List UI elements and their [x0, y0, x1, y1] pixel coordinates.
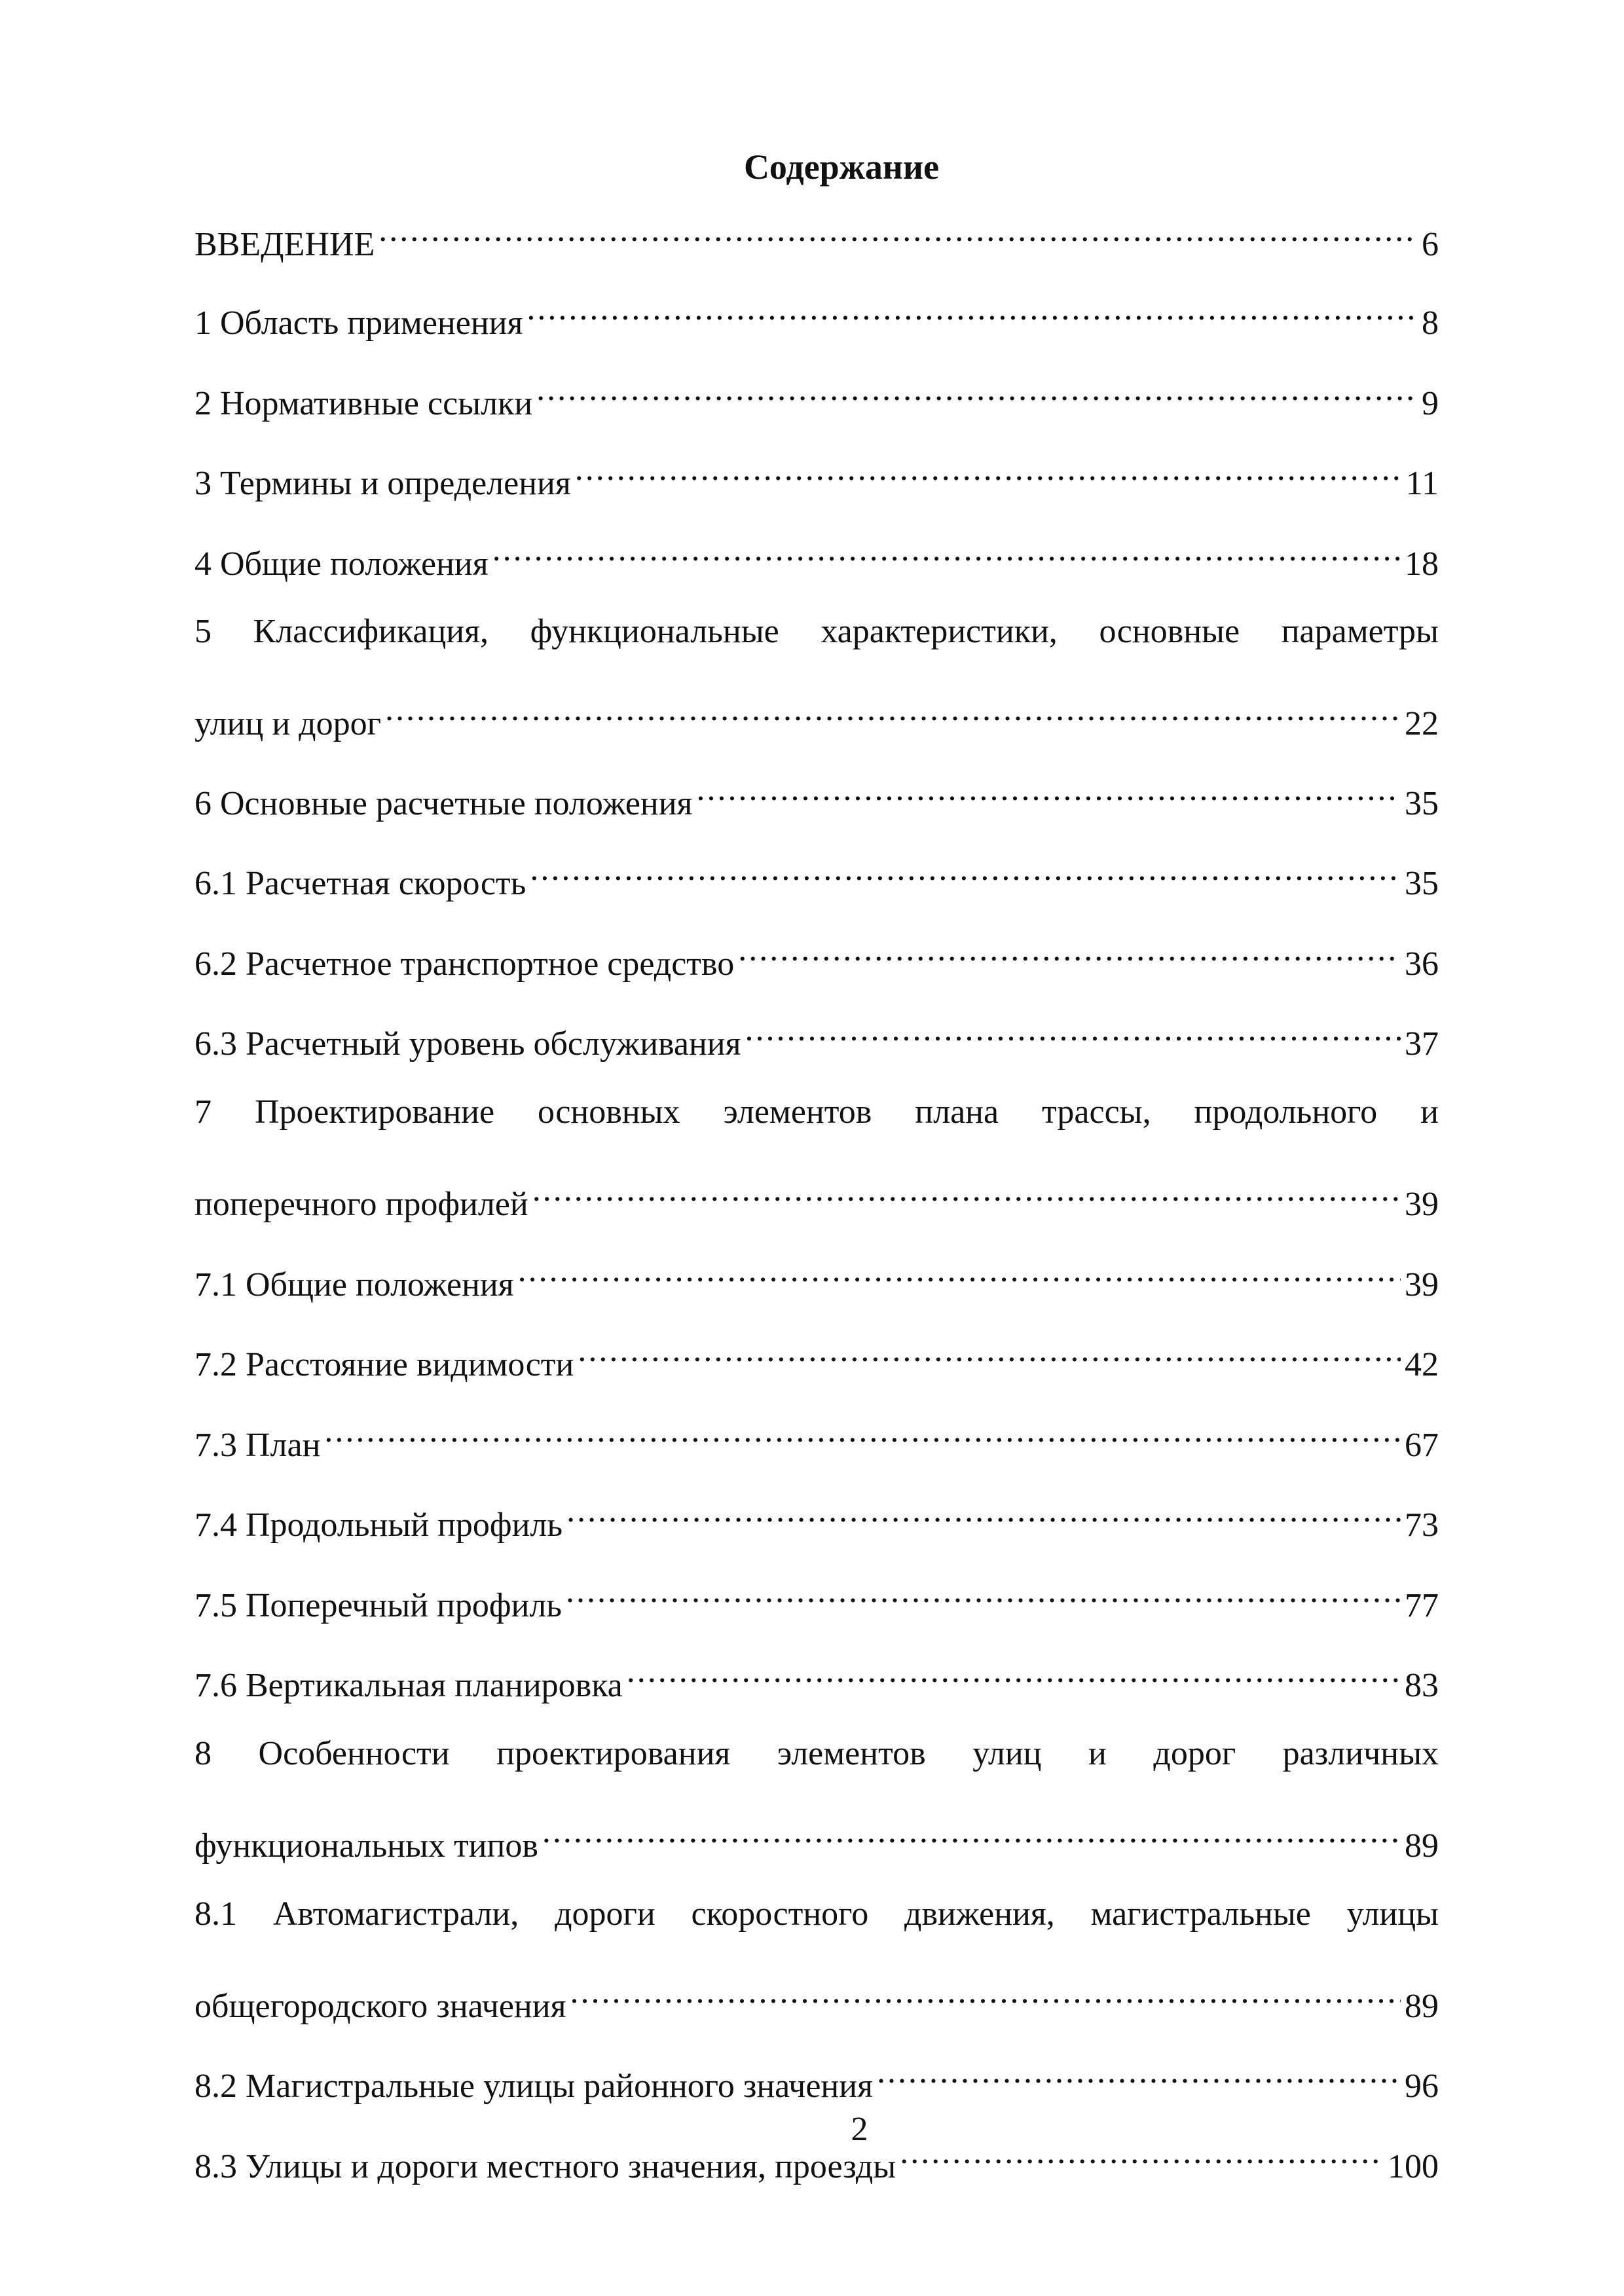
toc-entry[interactable]	[194, 1009, 1439, 1063]
toc-entry-line	[194, 689, 1439, 742]
toc-entry[interactable]	[194, 210, 1439, 263]
toc-page-number: 73	[1405, 1506, 1439, 1544]
toc-entry-title: поперечного профилей	[194, 1186, 528, 1223]
dot-leader	[324, 1410, 1401, 1456]
toc-entry-line-continued	[194, 609, 1439, 655]
toc-entry-title: 4 Общие положения	[194, 545, 489, 583]
toc-page-number: 11	[1405, 465, 1439, 502]
dot-leader	[578, 1330, 1401, 1376]
toc-entry[interactable]	[194, 529, 1439, 583]
toc-entry-title: функциональных типов	[194, 1827, 538, 1865]
toc-entry-line	[194, 369, 1439, 422]
toc-entry-line	[194, 2051, 1439, 2105]
dot-leader	[378, 210, 1418, 255]
toc-page-number: 89	[1405, 1827, 1439, 1865]
dot-leader	[738, 929, 1401, 975]
toc-entry-line	[194, 1169, 1439, 1223]
toc-entry[interactable]	[194, 1410, 1439, 1464]
toc-page-number: 6	[1422, 226, 1439, 263]
toc-entry-title: 6.3 Расчетный уровень обслуживания	[194, 1025, 741, 1063]
toc-entry-line	[194, 929, 1439, 983]
toc-entry-title: 8 Особенности проектирования элементов улиц и дорог различных	[194, 1735, 1439, 1772]
toc-entry[interactable]	[194, 2051, 1439, 2105]
toc-page-number: 35	[1405, 785, 1439, 822]
dot-leader	[385, 689, 1401, 735]
toc-entry-line	[194, 210, 1439, 263]
dot-leader	[566, 1571, 1401, 1616]
toc-entry-line	[194, 1009, 1439, 1063]
toc-entry-line	[194, 1650, 1439, 1704]
toc-entry-line-continued	[194, 1731, 1439, 1777]
dot-leader	[532, 1169, 1401, 1215]
toc-entry-title: 7.6 Вертикальная планировка	[194, 1667, 623, 1704]
dot-leader	[530, 848, 1401, 894]
toc-page-number: 22	[1405, 705, 1439, 742]
toc-entry-title: 7.4 Продольный профиль	[194, 1506, 563, 1544]
toc-entry-line	[194, 1410, 1439, 1464]
dot-leader	[696, 769, 1401, 814]
toc-entry-line	[194, 769, 1439, 822]
toc-entry[interactable]	[194, 1731, 1439, 1865]
toc-entry-line	[194, 848, 1439, 902]
toc-entry-title: 8.3 Улицы и дороги местного значения, проезды	[194, 2148, 896, 2185]
toc-entry-line	[194, 1330, 1439, 1383]
dot-leader	[492, 529, 1401, 575]
toc-entry[interactable]	[194, 1891, 1439, 2025]
toc-page-number: 37	[1405, 1025, 1439, 1063]
dot-leader	[566, 1490, 1401, 1536]
dot-leader	[745, 1009, 1401, 1055]
dot-leader	[536, 369, 1418, 414]
toc-entry-line	[194, 448, 1439, 502]
toc-page-number: 9	[1422, 385, 1439, 422]
toc-entry[interactable]	[194, 1250, 1439, 1303]
toc-entry-title: 6 Основные расчетные положения	[194, 785, 693, 822]
toc-entry-line-continued	[194, 1089, 1439, 1135]
toc-entry-title: 8.2 Магистральные улицы районного значения	[194, 2068, 873, 2105]
toc-page-number: 67	[1405, 1427, 1439, 1464]
toc-page-number: 100	[1388, 2148, 1439, 2185]
toc-entry-title: 5 Классификация, функциональные характеристики, основные параметры	[194, 613, 1439, 650]
toc-entry-title: 7.3 План	[194, 1427, 321, 1464]
page-number: 2	[851, 2111, 868, 2148]
toc-entry-title: 7.5 Поперечный профиль	[194, 1587, 563, 1624]
toc-entry-line	[194, 1571, 1439, 1624]
toc-entry-title: 1 Область применения	[194, 304, 523, 342]
toc-entry[interactable]	[194, 929, 1439, 983]
dot-leader	[542, 1811, 1401, 1857]
dot-leader	[627, 1650, 1401, 1696]
dot-leader	[570, 1971, 1401, 2017]
toc-entry-title: общегородского значения	[194, 1988, 566, 2025]
toc-entry-title: 6.1 Расчетная скорость	[194, 865, 526, 902]
toc-entry[interactable]	[194, 288, 1439, 342]
toc-entry-line	[194, 529, 1439, 583]
dot-leader	[518, 1250, 1401, 1296]
toc-entry-title: ВВЕДЕНИЕ	[194, 226, 375, 263]
toc-page-number: 36	[1405, 945, 1439, 983]
dot-leader	[575, 448, 1402, 494]
dot-leader	[877, 2051, 1401, 2097]
toc-entry-title: улиц и дорог	[194, 705, 381, 742]
toc-entry-line	[194, 1971, 1439, 2025]
toc-entry[interactable]	[194, 1490, 1439, 1544]
toc-page-number: 39	[1405, 1186, 1439, 1223]
toc-entry-title: 7.2 Расстояние видимости	[194, 1346, 574, 1383]
toc-page-number: 83	[1405, 1667, 1439, 1704]
toc-page-number: 35	[1405, 865, 1439, 902]
toc-page-number: 96	[1405, 2068, 1439, 2105]
toc-page-number: 18	[1405, 545, 1439, 583]
toc-entry-line	[194, 1490, 1439, 1544]
toc-entry[interactable]	[194, 369, 1439, 422]
toc-entry-title: 6.2 Расчетное транспортное средство	[194, 945, 735, 983]
toc-entry[interactable]	[194, 1089, 1439, 1223]
toc-entry-line	[194, 1250, 1439, 1303]
toc-page-number: 42	[1405, 1346, 1439, 1383]
page-title: Содержание	[743, 147, 940, 187]
toc-entry-title: 3 Термины и определения	[194, 465, 571, 502]
toc-entry[interactable]	[194, 1650, 1439, 1704]
toc-entry[interactable]	[194, 1330, 1439, 1383]
toc-page-number: 89	[1405, 1988, 1439, 2025]
toc-entry[interactable]	[194, 769, 1439, 822]
dot-leader	[526, 288, 1418, 334]
toc-page-number: 8	[1422, 304, 1439, 342]
toc-page-number: 39	[1405, 1266, 1439, 1303]
toc-entry-title: 2 Нормативные ссылки	[194, 385, 533, 422]
toc-entry[interactable]	[194, 609, 1439, 742]
toc-entry[interactable]	[194, 848, 1439, 902]
toc-entry-line	[194, 288, 1439, 342]
toc-entry-line	[194, 1811, 1439, 1865]
toc-entry-title: 7 Проектирование основных элементов плана трассы, продольного и	[194, 1093, 1439, 1131]
toc-page-number: 77	[1405, 1587, 1439, 1624]
toc-entry-line-continued	[194, 1891, 1439, 1937]
toc-entry[interactable]	[194, 1571, 1439, 1624]
toc-entry[interactable]	[194, 448, 1439, 502]
toc-entry-title: 8.1 Автомагистрали, дороги скоростного движения, магистральные улицы	[194, 1895, 1439, 1933]
toc-entry-title: 7.1 Общие положения	[194, 1266, 514, 1303]
